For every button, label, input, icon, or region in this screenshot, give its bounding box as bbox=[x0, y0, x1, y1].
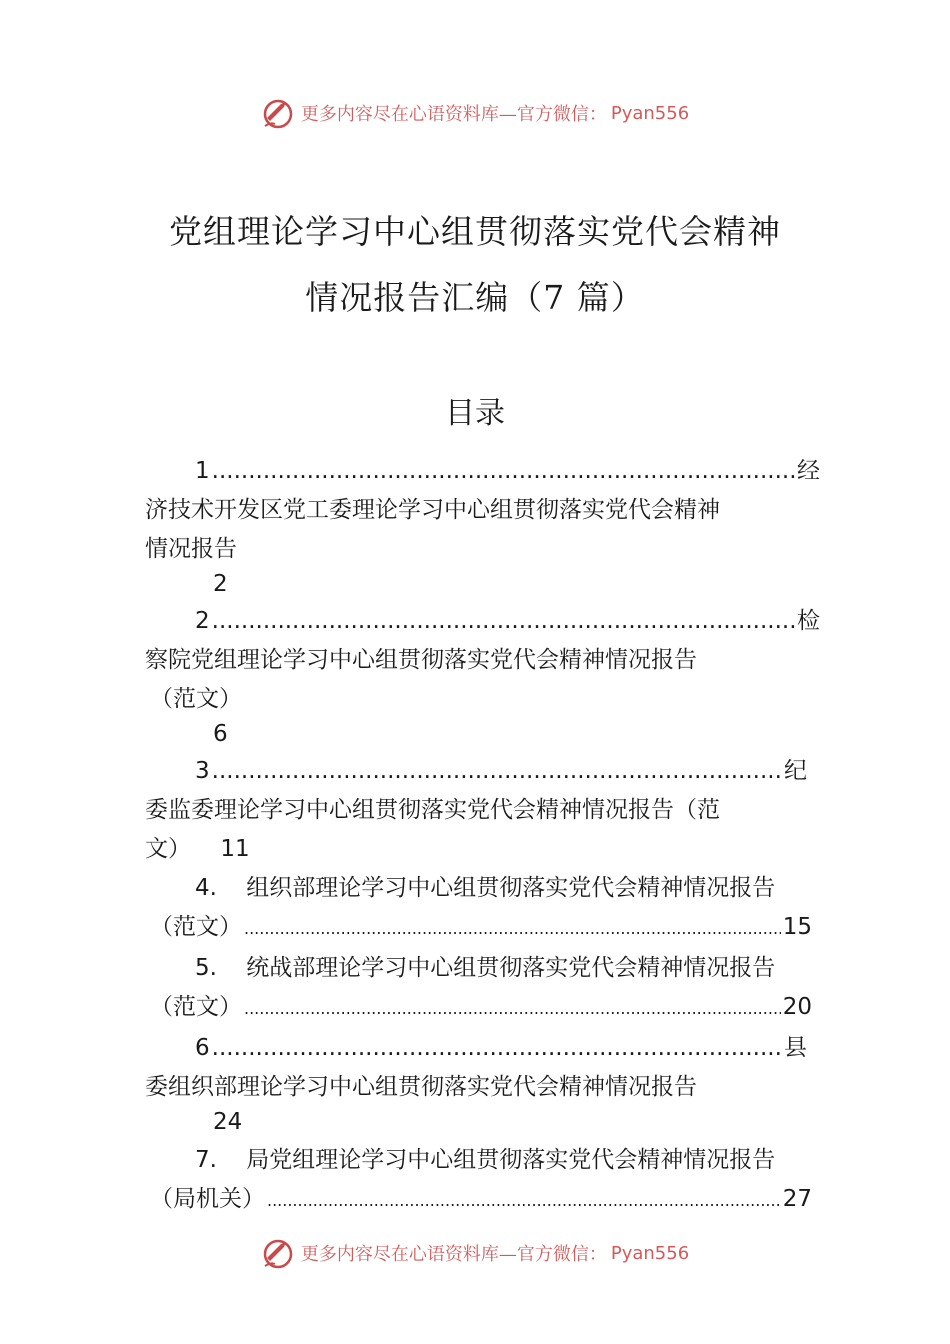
toc-entry-page: 11 bbox=[220, 836, 250, 862]
toc-entry-4-tail[interactable] bbox=[150, 912, 812, 944]
toc-entry-6-title-line[interactable]: 委组织部理论学习中心组贯彻落实党代会精神情况报告 bbox=[145, 1074, 697, 1100]
toc-leader-dots bbox=[212, 1033, 782, 1063]
toc-entry-4-head[interactable] bbox=[195, 873, 775, 903]
toc-heading: 目录 bbox=[445, 396, 505, 431]
toc-entry-number: 3 bbox=[195, 758, 210, 784]
toc-leader-dots bbox=[212, 606, 795, 636]
toc-entry-suffix: （范文） bbox=[150, 914, 242, 940]
toc-entry-5-head[interactable] bbox=[195, 953, 775, 983]
watermark-text: 更多内容尽在心语资料库—官方微信： bbox=[300, 104, 607, 125]
toc-entry-7-head[interactable] bbox=[195, 1145, 775, 1175]
header-watermark bbox=[0, 96, 950, 130]
toc-entry-3-head[interactable] bbox=[195, 756, 807, 786]
toc-entry-number: 5. bbox=[195, 955, 217, 981]
toc-entry-page: 27 bbox=[782, 1186, 812, 1212]
pen-logo-icon bbox=[261, 96, 295, 130]
toc-entry-title: 统战部理论学习中心组贯彻落实党代会精神情况报告 bbox=[246, 955, 776, 981]
toc-leader-dots bbox=[267, 1186, 781, 1216]
toc-leader-dots bbox=[212, 756, 782, 786]
toc-entry-2-page: 6 bbox=[213, 721, 228, 747]
document-title-line2: 情况报告汇编（7 篇） bbox=[305, 278, 645, 317]
toc-entry-1-title-line[interactable]: 济技术开发区党工委理论学习中心组贯彻落实党代会精神 bbox=[145, 497, 720, 523]
toc-entry-number: 7. bbox=[195, 1147, 217, 1173]
toc-entry-7-tail[interactable] bbox=[150, 1184, 812, 1216]
toc-entry-head-char: 县 bbox=[784, 1035, 807, 1061]
toc-entry-1-title-line[interactable]: 情况报告 bbox=[145, 536, 237, 562]
document-title-line1: 党组理论学习中心组贯彻落实党代会精神 bbox=[169, 212, 781, 251]
toc-leader-dots bbox=[244, 914, 781, 944]
toc-leader-dots bbox=[212, 456, 795, 486]
toc-entry-suffix: （范文） bbox=[150, 994, 242, 1020]
toc-entry-3-title-line[interactable] bbox=[145, 834, 250, 864]
toc-entry-page: 20 bbox=[782, 994, 812, 1020]
toc-entry-6-head[interactable] bbox=[195, 1033, 807, 1063]
toc-entry-suffix: （局机关） bbox=[150, 1186, 265, 1212]
toc-entry-title: 组织部理论学习中心组贯彻落实党代会精神情况报告 bbox=[246, 875, 776, 901]
pen-logo-icon bbox=[261, 1236, 295, 1270]
toc-entry-head-char: 检 bbox=[797, 608, 820, 634]
toc-entry-head-char: 纪 bbox=[784, 758, 807, 784]
watermark-wechat-id: Pyan556 bbox=[610, 102, 690, 124]
watermark-wechat-id: Pyan556 bbox=[610, 1242, 690, 1264]
toc-entry-6-page: 24 bbox=[213, 1109, 243, 1135]
toc-entry-number: 1 bbox=[195, 458, 210, 484]
toc-entry-1-head[interactable] bbox=[195, 456, 820, 486]
toc-entry-5-tail[interactable] bbox=[150, 992, 812, 1024]
toc-entry-head-char: 经 bbox=[797, 458, 820, 484]
toc-entry-2-head[interactable] bbox=[195, 606, 820, 636]
toc-entry-2-title-line[interactable]: 察院党组理论学习中心组贯彻落实党代会精神情况报告 bbox=[145, 647, 697, 673]
toc-entry-title-tail: 文） bbox=[145, 836, 191, 862]
toc-entry-number: 2 bbox=[195, 608, 210, 634]
toc-entry-2-title-line[interactable]: （范文） bbox=[150, 686, 242, 712]
toc-entry-number: 4. bbox=[195, 875, 217, 901]
toc-entry-title: 局党组理论学习中心组贯彻落实党代会精神情况报告 bbox=[246, 1147, 776, 1173]
toc-entry-number: 6 bbox=[195, 1035, 210, 1061]
footer-watermark bbox=[0, 1236, 950, 1270]
toc-entry-1-page: 2 bbox=[213, 571, 228, 597]
toc-entry-3-title-line[interactable]: 委监委理论学习中心组贯彻落实党代会精神情况报告（范 bbox=[145, 797, 720, 823]
watermark-text: 更多内容尽在心语资料库—官方微信： bbox=[300, 1244, 607, 1265]
toc-leader-dots bbox=[244, 994, 781, 1024]
toc-entry-page: 15 bbox=[782, 914, 812, 940]
